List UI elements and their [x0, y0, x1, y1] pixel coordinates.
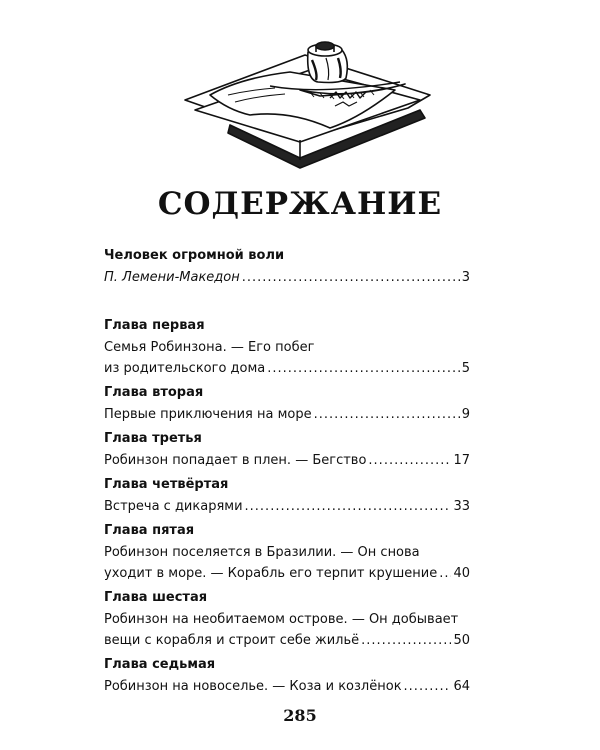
toc-page: 3: [461, 270, 470, 285]
toc-entry-chapter-3: [104, 429, 470, 471]
toc-heading: Глава четвёртая: [104, 477, 229, 492]
toc-heading: Глава седьмая: [104, 657, 216, 672]
toc-line: Семья Робинзона. — Его побег: [104, 340, 315, 355]
toc-heading: Глава шестая: [104, 590, 208, 605]
leader-dots: [267, 358, 459, 379]
leader-dots: [439, 563, 451, 584]
toc-line: уходит в море. — Корабль его терпит крушение ..... 40: [104, 563, 470, 584]
toc-line: из родительского дома ..... 5: [104, 358, 470, 379]
leader-dots: [404, 676, 452, 697]
toc-author: П. Лемени-Македон: [104, 270, 240, 285]
toc-line: [104, 267, 470, 288]
toc-heading: Глава первая: [104, 318, 205, 333]
toc-entry-chapter-1: [104, 316, 470, 379]
toc-line: Робинзон на необитаемом острове. — Он добывает: [104, 612, 459, 627]
toc-page: 64: [453, 679, 470, 694]
leader-dots: [314, 404, 460, 425]
leader-dots: [242, 267, 460, 288]
toc-line: Робинзон поселяется в Бразилии. — Он снова: [104, 545, 420, 560]
toc-entry-intro: [104, 246, 470, 288]
toc-line: Первые приключения на море ..... 9: [104, 404, 470, 425]
toc-entry-chapter-7: [104, 655, 470, 697]
toc-page: 5: [461, 361, 470, 376]
toc-entry-chapter-4: [104, 475, 470, 517]
toc-line: Робинзон на новоселье. — Коза и козлёнок ..... 64: [104, 676, 470, 697]
toc-page: 33: [453, 499, 470, 514]
toc-page: 50: [453, 633, 470, 648]
toc-line: Робинзон попадает в плен. — Бегство ..... 17: [104, 450, 470, 471]
leader-dots: [368, 450, 451, 471]
inkwell-papers-illustration: [0, 0, 600, 185]
toc-line: вещи с корабля и строит себе жильё ..... 50: [104, 630, 470, 651]
leader-dots: [361, 630, 451, 651]
toc-entry-chapter-2: [104, 383, 470, 425]
toc-heading: Глава третья: [104, 431, 202, 446]
leader-dots: [245, 496, 452, 517]
table-of-contents: [104, 246, 470, 701]
page-number: 285: [283, 706, 317, 725]
page-title: СОДЕРЖАНИЕ: [157, 186, 443, 222]
toc-entry-chapter-5: [104, 521, 470, 584]
toc-heading: Человек огромной воли: [104, 248, 285, 263]
toc-page: 9: [461, 407, 470, 422]
toc-entry-chapter-6: [104, 588, 470, 651]
toc-page: 17: [453, 453, 470, 468]
toc-heading: Глава пятая: [104, 523, 195, 538]
toc-heading: Глава вторая: [104, 385, 204, 400]
toc-page: 40: [453, 566, 470, 581]
toc-line: Встреча с дикарями ..... 33: [104, 496, 470, 517]
